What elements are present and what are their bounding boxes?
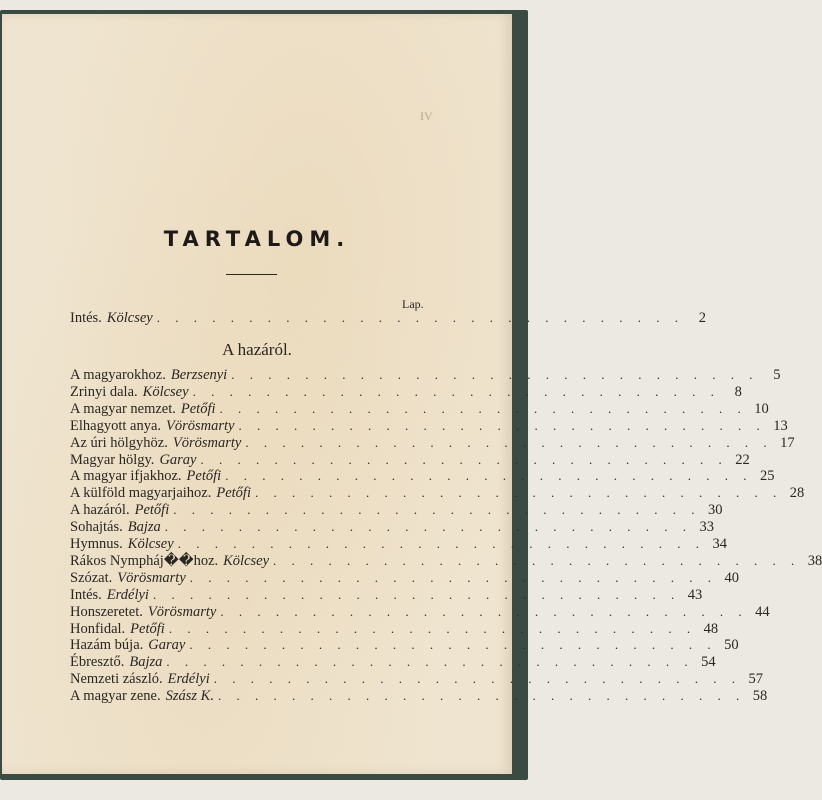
leader-dots: . . . . . . . . . . . . . . . . . . . . . . . . . . . . . — [213, 671, 741, 687]
toc-entry-author: Szász K. — [165, 688, 214, 705]
toc-entry-author: Vörösmarty — [147, 603, 217, 620]
toc-entry-title: Intés. — [70, 586, 102, 603]
leader-dots: . . . . . . . . . . . . . . . . . . . . . . . . . . . . . — [254, 485, 783, 501]
toc-entry-page: 48 — [703, 620, 719, 637]
toc-entry-title: Rákos Nympháj��hoz. — [70, 552, 219, 569]
leader-dots: . . . . . . . . . . . . . . . . . . . . . . . . . . . . . — [220, 603, 748, 619]
page-number-roman: IV — [420, 109, 433, 123]
toc-entry — [70, 670, 763, 688]
toc-entry — [70, 467, 775, 485]
toc-entry-title: Magyar hölgy. — [70, 451, 155, 468]
toc-entry — [70, 636, 739, 654]
toc-entry-page: 13 — [773, 417, 788, 434]
toc-entry — [70, 501, 723, 519]
toc-entry-author: Kölcsey — [106, 310, 153, 326]
toc-entry-author: Petőfi — [186, 468, 222, 485]
leader-dots: . . . . . . . . . . . . . . . . . . . . . . . . . . . . . — [166, 654, 694, 670]
toc-entry-title: Hazám búja. — [70, 637, 144, 654]
page-column-header: Lap. — [402, 297, 424, 311]
toc-entry-author: Erdélyi — [106, 586, 149, 603]
leader-dots: . . . . . . . . . . . . . . . . . . . . . . . . . . . . . — [152, 586, 681, 602]
toc-entry-author: Petőfi — [130, 620, 165, 637]
toc-entry-title: Zrinyi dala. — [70, 383, 138, 400]
title-divider — [226, 274, 277, 275]
toc-entry-author: Vörösmarty — [117, 569, 186, 586]
toc-entry — [70, 552, 822, 570]
toc-entry-title: Szózat. — [70, 569, 113, 586]
toc-entry-page: 17 — [780, 434, 795, 451]
toc-entry-title: A magyarokhoz. — [70, 367, 166, 383]
leader-dots: . . . . . . . . . . . . . . . . . . . . . . . . . . . . . — [189, 637, 717, 653]
toc-entry-author: Erdélyi — [167, 671, 210, 688]
toc-entry — [70, 687, 768, 705]
toc-entry — [70, 569, 740, 587]
toc-entry-page: 30 — [707, 502, 723, 519]
toc-entry — [70, 653, 716, 671]
toc-entry-title: Az úri hölgyhöz. — [70, 434, 168, 451]
toc-entry-page: 10 — [754, 400, 769, 417]
page-title: TARTALOM. — [163, 227, 351, 251]
toc-entry-author: Garay — [148, 637, 186, 654]
toc-entry — [70, 484, 805, 502]
toc-entry-title: Sohajtás. — [70, 519, 123, 536]
toc-entry-page: 44 — [755, 603, 770, 620]
toc-entry-page: 50 — [724, 637, 739, 654]
toc-entry — [70, 417, 788, 435]
toc-entry-title: Elhagyott anya. — [70, 417, 162, 434]
toc-entry-author: Garay — [159, 451, 197, 468]
toc-entry-author: Petőfi — [216, 485, 251, 502]
leader-dots: . . . . . . . . . . . . . . . . . . . . . . . . . . . . . — [192, 383, 720, 399]
toc-entry-title: A magyar nemzet. — [70, 400, 176, 417]
toc-entry — [70, 603, 770, 621]
toc-entry-page: 22 — [735, 451, 750, 468]
toc-entry — [70, 535, 727, 553]
toc-entry-author: Kölcsey — [142, 383, 189, 400]
leader-dots: . . . . . . . . . . . . . . . . . . . . . . . . . . . . . — [238, 417, 766, 433]
toc-entry — [70, 518, 715, 536]
leader-dots: . . . . . . . . . . . . . . . . . . . . . . . . . . . . . — [219, 400, 747, 416]
toc-entry-page: 5 — [773, 367, 781, 383]
toc-entry-page: 38 — [807, 552, 822, 569]
toc-entry-author: Berzsenyi — [170, 367, 228, 383]
book-page — [2, 14, 822, 774]
toc-entry-author: Kölcsey — [127, 536, 174, 552]
leader-dots: . . . . . . . . . . . . . . . . . . . . . . . . . . . . . — [200, 451, 728, 467]
leader-dots: . . . . . . . . . . . . . . . . . . . . . . . . . . . . . — [156, 310, 684, 325]
toc-entry-title: A magyar zene. — [70, 688, 161, 705]
toc-entry-page: 34 — [712, 536, 727, 552]
toc-entry-page: 28 — [789, 485, 805, 502]
toc-entry-author: Petőfi — [180, 400, 216, 417]
toc-entry-title: Honfidal. — [70, 620, 126, 637]
toc-entry-page: 25 — [759, 468, 775, 485]
toc-entry-page: 40 — [724, 569, 740, 586]
leader-dots: . . . . . . . . . . . . . . . . . . . . . . . . . . . . . — [164, 519, 693, 535]
toc-entry-intro — [70, 309, 706, 327]
toc-entry — [70, 586, 703, 604]
toc-entry-page: 8 — [734, 383, 742, 400]
leader-dots: . . . . . . . . . . . . . . . . . . . . . . . . . . . . . — [168, 620, 697, 636]
toc-entry — [70, 383, 742, 401]
toc-entry — [70, 620, 719, 638]
toc-entry — [70, 400, 769, 418]
toc-entry-author: Vörösmarty — [166, 417, 235, 434]
leader-dots: . . . . . . . . . . . . . . . . . . . . . . . . . . . . . — [273, 552, 801, 568]
toc-entry-author: Bajza — [127, 519, 161, 536]
section-heading: A hazáról. — [222, 340, 292, 359]
toc-entry-title: A hazáról. — [70, 502, 130, 519]
toc-entry-page: 2 — [698, 310, 706, 326]
leader-dots: . . . . . . . . . . . . . . . . . . . . . . . . . . . . . — [217, 688, 746, 704]
leader-dots: . . . . . . . . . . . . . . . . . . . . . . . . . . . . . — [225, 468, 753, 484]
toc-entry-author: Kölcsey — [223, 552, 270, 569]
toc-entry — [70, 434, 795, 452]
leader-dots: . . . . . . . . . . . . . . . . . . . . . . . . . . . . . — [189, 569, 718, 585]
toc-entry-page: 43 — [687, 586, 703, 603]
leader-dots: . . . . . . . . . . . . . . . . . . . . . . . . . . . . . — [231, 367, 759, 382]
toc-entry — [70, 451, 750, 469]
toc-entry-title: Honszeretet. — [70, 603, 143, 620]
toc-entry-author: Petőfi — [134, 502, 170, 519]
toc-entry-author: Bajza — [129, 654, 163, 671]
toc-entry-page: 57 — [748, 671, 763, 688]
toc-entry-title: Intés. — [70, 310, 102, 326]
leader-dots: . . . . . . . . . . . . . . . . . . . . . . . . . . . . . — [173, 502, 701, 518]
toc-entry — [70, 366, 781, 384]
toc-entry-title: Ébresztő. — [70, 654, 125, 671]
toc-entry-title: A magyar ifjakhoz. — [70, 468, 182, 485]
toc-entry-title: Nemzeti zászló. — [70, 671, 163, 688]
toc-entry-page: 54 — [701, 654, 716, 671]
toc-entry-title: A külföld magyarjaihoz. — [70, 485, 212, 502]
leader-dots: . . . . . . . . . . . . . . . . . . . . . . . . . . . . . — [245, 434, 773, 450]
toc-entry-title: Hymnus. — [70, 536, 123, 552]
leader-dots: . . . . . . . . . . . . . . . . . . . . . . . . . . . . . — [177, 536, 705, 551]
toc-entry-page: 58 — [752, 688, 768, 705]
toc-entry-page: 33 — [699, 519, 715, 536]
toc-entry-author: Vörösmarty — [172, 434, 242, 451]
